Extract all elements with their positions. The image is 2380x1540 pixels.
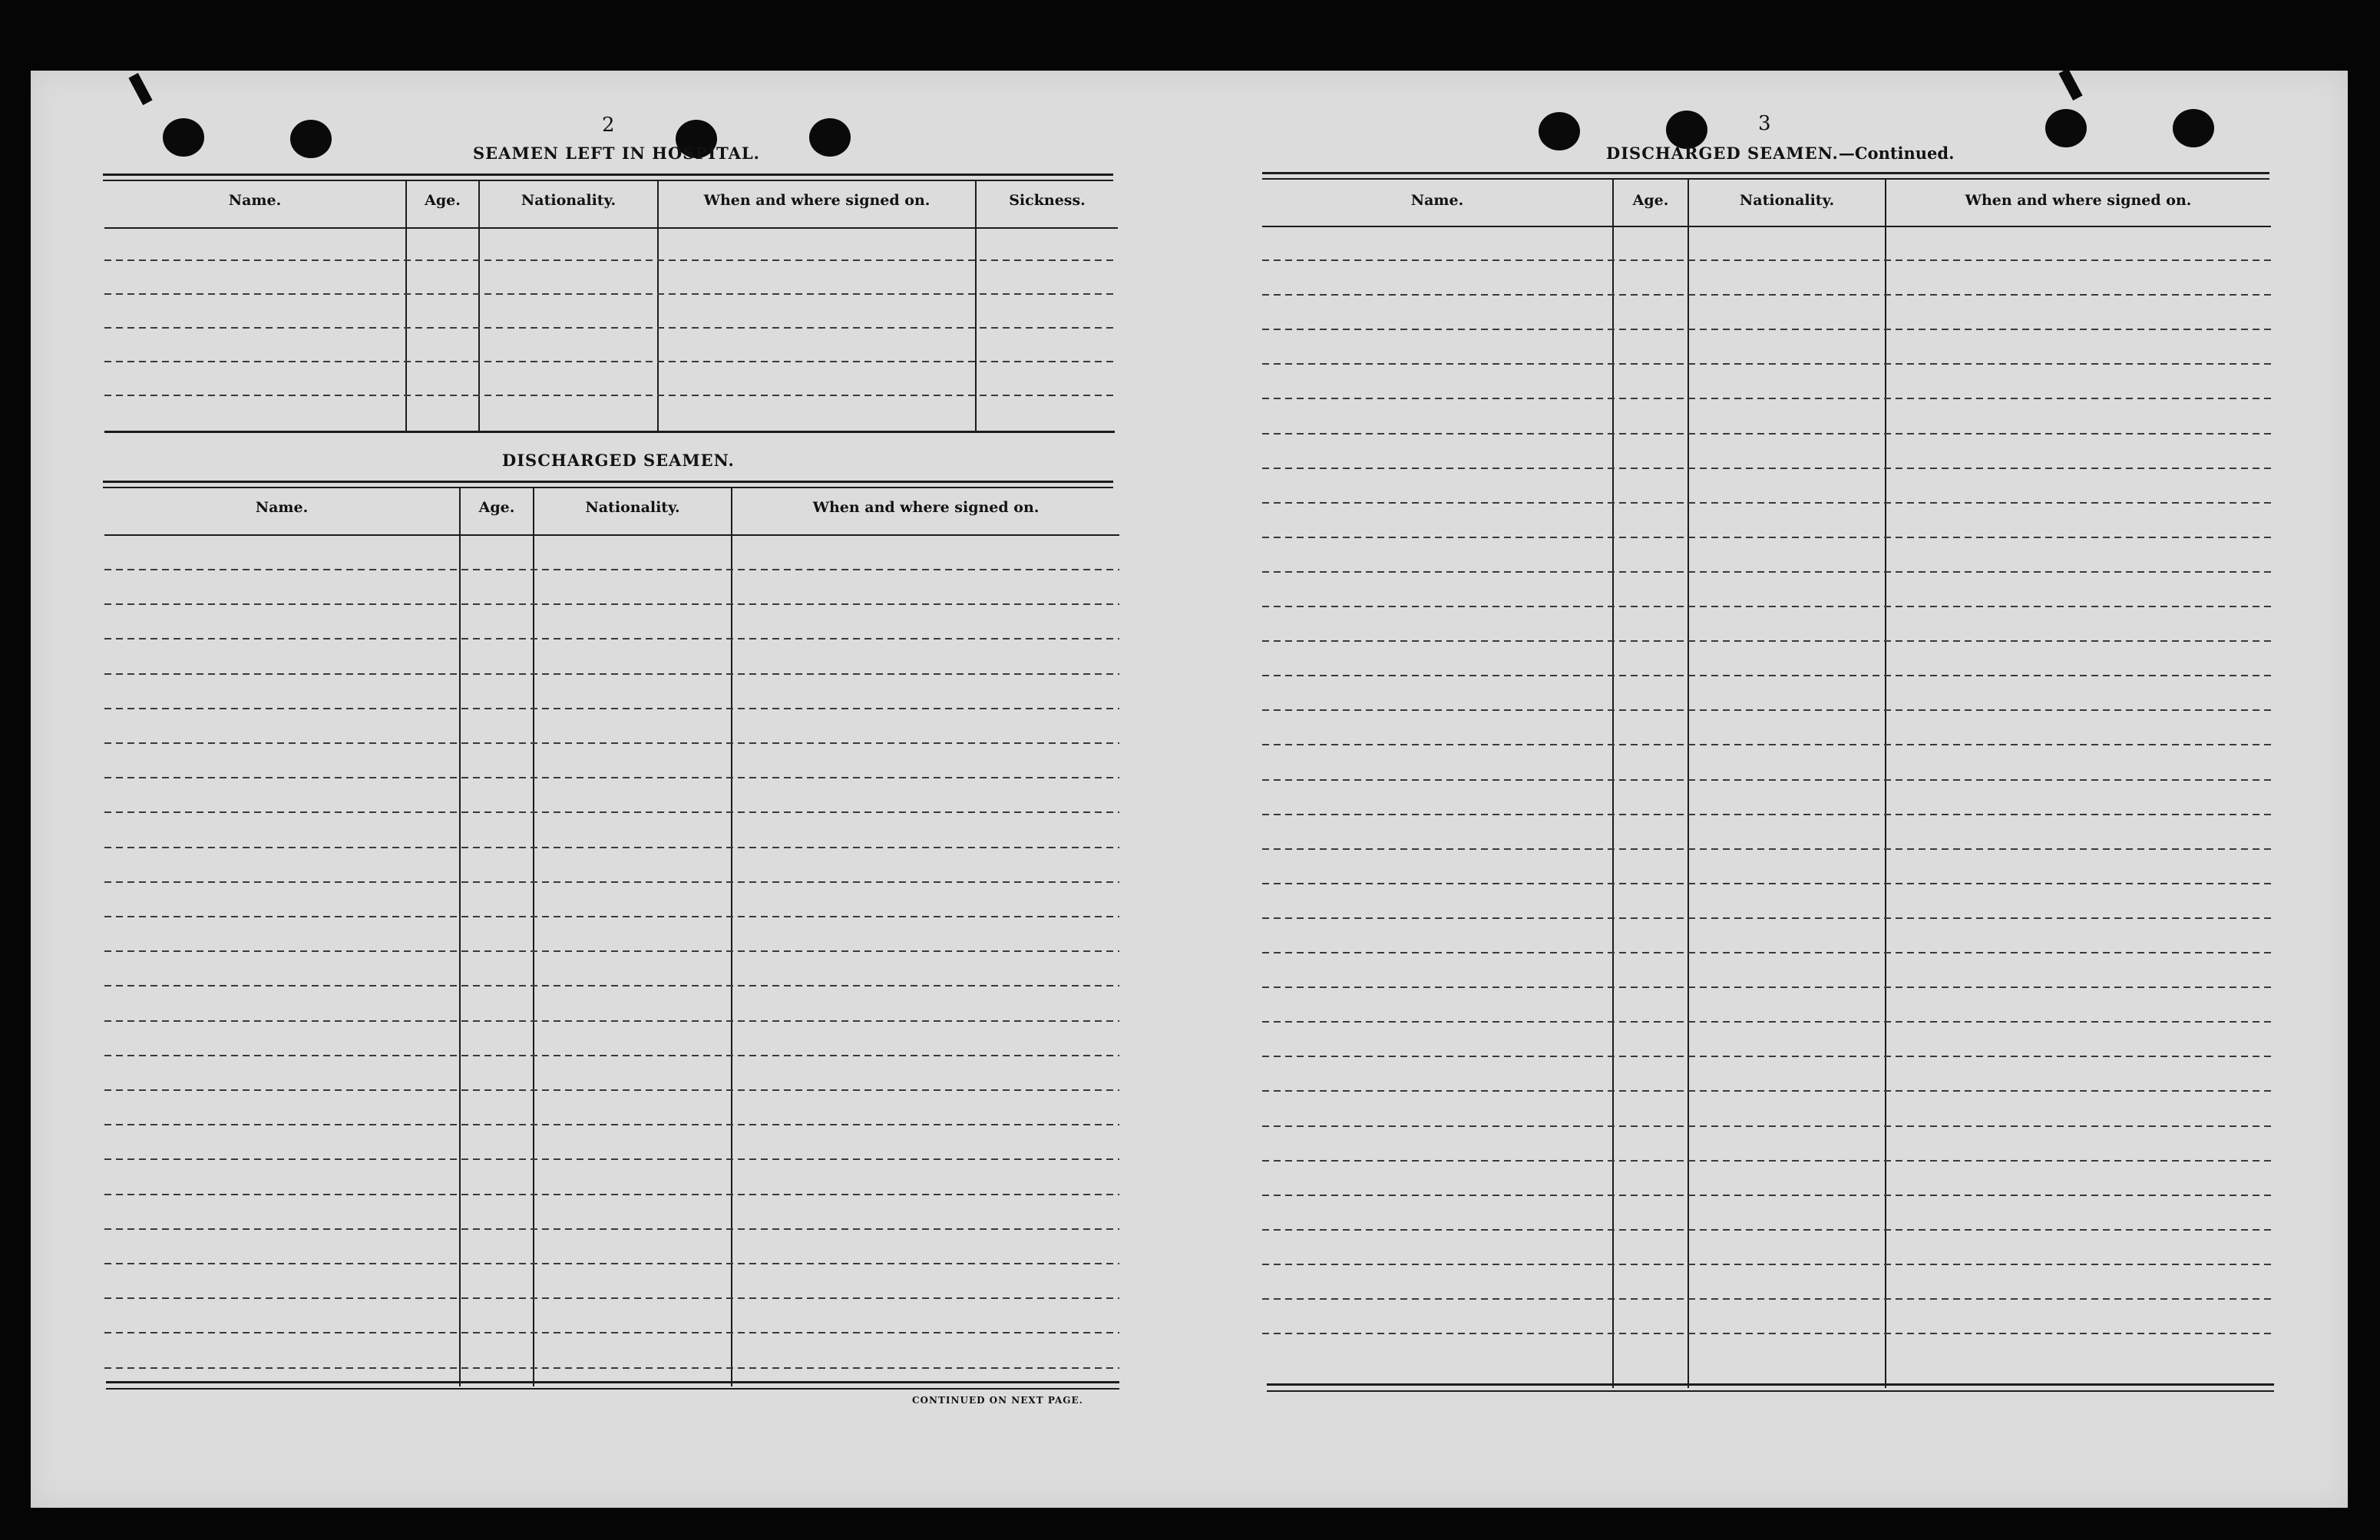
entry-line [1262,917,2271,919]
hospital-nationality-header: Nationality. [521,192,616,209]
discharged-section-title: DISCHARGED SEAMEN. [502,451,735,470]
entry-line [1262,640,2271,642]
entry-line [104,1124,1119,1125]
discharged-table-bottom-rule [106,1388,1119,1390]
punch-hole [1539,112,1580,150]
punch-hole [2045,109,2087,147]
discharged-header-rule [104,534,1119,536]
entry-line [1262,502,2271,504]
entry-line [1262,952,2271,953]
entry-line [104,395,1118,396]
entry-line [1262,1021,2271,1023]
entry-line [1262,537,2271,538]
hospital-signed-on-header: When and where signed on. [703,192,931,209]
right-name-header: Name. [1410,192,1464,209]
entry-line [1262,433,2271,435]
discharged-column-divider [731,487,732,1386]
discharged-signed-on-header: When and where signed on. [812,499,1040,516]
entry-line [1262,1298,2271,1300]
entry-line [1262,329,2271,330]
discharged-column-divider [459,487,461,1386]
entry-line [1262,606,2271,607]
entry-line [104,881,1119,883]
hospital-column-divider [405,180,407,431]
entry-line [1262,1056,2271,1057]
entry-line [104,950,1119,952]
entry-line [104,1089,1119,1091]
right-header-rule [1262,226,2271,227]
entry-line [104,673,1119,675]
discharged-continued-title-main: DISCHARGED SEAMEN. [1606,144,1839,163]
right-column-divider [1612,178,1614,1388]
entry-line [1262,294,2271,296]
right-age-header: Age. [1632,192,1669,209]
entry-line [104,1194,1119,1195]
entry-line [104,1367,1119,1369]
entry-line [1262,814,2271,815]
entry-line [1262,883,2271,884]
punch-hole [2173,109,2214,147]
discharged-table-top-rule [103,487,1113,488]
entry-line [1262,675,2271,676]
entry-line [104,638,1119,639]
discharged-nationality-header: Nationality. [585,499,680,516]
entry-line [1262,468,2271,469]
entry-line [104,985,1119,986]
entry-line [1262,1195,2271,1196]
entry-line [104,1228,1119,1230]
entry-line [1262,986,2271,988]
right-table-bottom-rule [1267,1383,2274,1386]
entry-line [1262,1125,2271,1127]
discharged-continued-title [1606,145,1954,161]
entry-line [104,811,1119,813]
hospital-column-divider [975,180,977,431]
entry-line [104,1020,1119,1022]
entry-line [104,293,1118,295]
discharged-table-top-rule [103,481,1113,483]
page-number-right: 3 [1758,112,1771,135]
punch-hole [809,118,851,157]
entry-line [104,603,1119,605]
entry-line [1262,744,2271,745]
hospital-header-rule [104,227,1118,229]
hospital-column-divider [657,180,659,431]
discharged-table-bottom-rule [106,1381,1119,1383]
hospital-sickness-header: Sickness. [1009,192,1086,209]
entry-line [1262,363,2271,365]
entry-line [1262,1333,2271,1334]
entry-line [104,569,1119,570]
discharged-column-divider [533,487,534,1386]
right-table-top-rule [1262,172,2269,174]
entry-line [104,327,1118,329]
right-table-top-rule [1262,178,2269,180]
discharged-continued-title-suffix: —Continued. [1838,144,1955,163]
entry-line [1262,709,2271,711]
right-column-divider [1885,178,1886,1388]
entry-line [104,1332,1119,1333]
entry-line [1262,259,2271,261]
hospital-table-bottom-rule [104,431,1115,433]
form-sheet [31,71,2348,1508]
hospital-table-top-rule [103,180,1113,181]
entry-line [1262,571,2271,573]
hospital-table-top-rule [103,173,1113,176]
entry-line [104,708,1119,709]
entry-line [1262,848,2271,850]
right-table-bottom-rule [1267,1390,2274,1392]
entry-line [104,361,1118,362]
entry-line [104,847,1119,848]
hospital-section-title: SEAMEN LEFT IN HOSPITAL. [473,144,760,163]
hospital-age-header: Age. [425,192,461,209]
right-column-divider [1687,178,1689,1388]
entry-line [1262,1090,2271,1092]
entry-line [104,1055,1119,1056]
discharged-age-header: Age. [478,499,515,516]
punch-hole [163,118,204,157]
entry-line [1262,1160,2271,1162]
entry-line [104,916,1119,917]
entry-line [1262,1229,2271,1231]
entry-line [104,777,1119,778]
entry-line [104,1297,1119,1299]
right-nationality-header: Nationality. [1739,192,1835,209]
right-signed-on-header: When and where signed on. [1965,192,2192,209]
entry-line [1262,779,2271,781]
page-number-left: 2 [602,114,615,137]
entry-line [104,1263,1119,1264]
continued-footer: CONTINUED ON NEXT PAGE. [912,1395,1083,1406]
entry-line [104,1158,1119,1160]
punch-hole [290,120,332,158]
entry-line [104,742,1119,744]
discharged-name-header: Name. [255,499,309,516]
entry-line [104,259,1118,261]
hospital-column-divider [478,180,480,431]
entry-line [1262,398,2271,399]
hospital-name-header: Name. [228,192,282,209]
entry-line [1262,1264,2271,1265]
